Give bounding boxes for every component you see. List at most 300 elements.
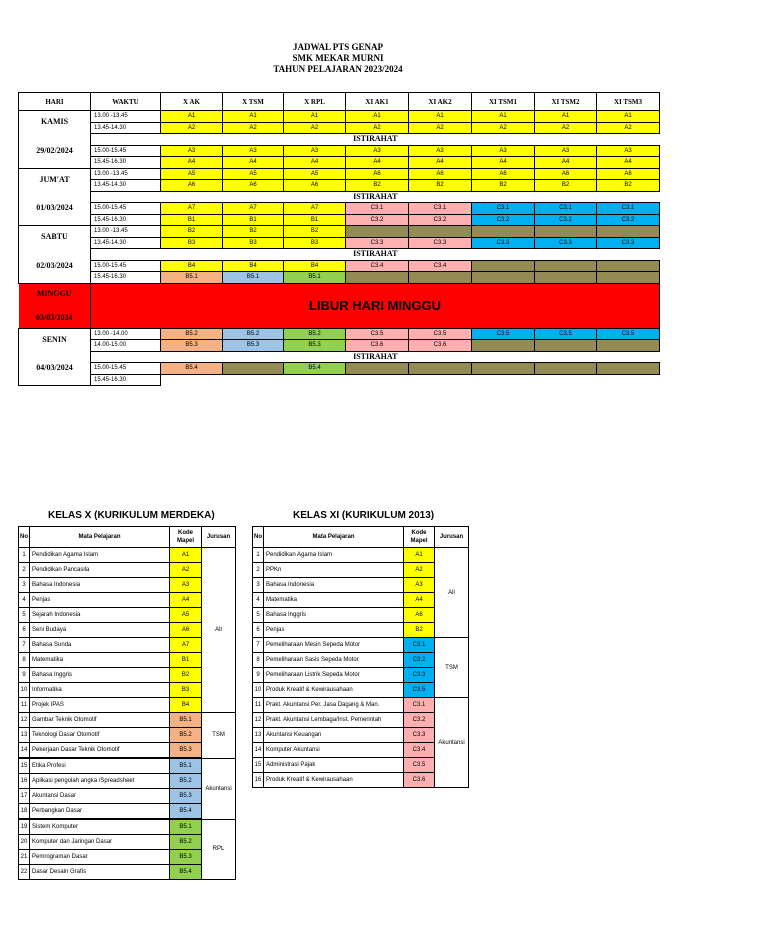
class-code-cell: A2 [161, 122, 223, 134]
time-cell: 15.00-15.45 [91, 203, 161, 215]
subject-name: Produk Kreatif & Kewirausahaan [264, 683, 404, 698]
subject-code: B5.3 [170, 743, 202, 759]
subject-name: Akuntansi Dasar [30, 789, 170, 804]
subject-no: 14 [253, 743, 264, 758]
subject-no: 10 [253, 683, 264, 698]
class-code-cell: A1 [284, 111, 346, 123]
subject-no: 22 [19, 865, 30, 880]
class-code-cell: C3.5 [472, 328, 535, 340]
class-code-cell: B4 [223, 260, 284, 272]
class-code-cell: C3.2 [346, 214, 409, 226]
class-code-cell: B2 [346, 180, 409, 192]
class-code-cell [535, 363, 597, 375]
doc-title-line2: SMK MEKAR MURNI [292, 53, 384, 63]
subject-code: B3 [170, 683, 202, 698]
class-code-cell: A4 [346, 157, 409, 169]
class-code-cell [472, 272, 535, 284]
class-code-cell: C3.3 [535, 237, 597, 249]
subject-name: Gambar Teknik Otomotif [30, 713, 170, 728]
schedule-row [19, 214, 660, 226]
class-code-cell: A4 [535, 157, 597, 169]
break-label: ISTIRAHAT [91, 351, 660, 363]
schedule-table [18, 92, 660, 386]
kxi-header-mapel: Mata Pelajaran [264, 527, 404, 548]
subject-name: Aplikasi pengolah angka /Spreadsheet [30, 774, 170, 789]
class-code-cell [409, 272, 472, 284]
schedule-row [19, 157, 660, 169]
col-header-xi-tsm3: XI TSM3 [597, 93, 660, 111]
class-code-cell: A6 [409, 168, 472, 180]
class-code-cell: A7 [161, 203, 223, 215]
break-row [19, 134, 660, 146]
subject-no: 9 [253, 668, 264, 683]
subject-code: A1 [404, 548, 435, 563]
class-code-cell: A2 [597, 122, 660, 134]
day-date: 04/03/2024 [19, 351, 91, 386]
minggu-name: MINGGU [36, 288, 72, 298]
kelas-x-table [18, 526, 236, 880]
subject-no: 6 [19, 623, 30, 638]
subject-no: 20 [19, 835, 30, 850]
subject-code: C3.3 [404, 668, 435, 683]
col-header-waktu: WAKTU [91, 93, 161, 111]
class-code-cell: B4 [161, 260, 223, 272]
class-code-cell: B5.3 [223, 340, 284, 352]
class-code-cell [223, 363, 284, 375]
subject-name: Matematika [30, 653, 170, 668]
class-code-cell: A5 [161, 168, 223, 180]
col-header-x-tsm: X TSM [223, 93, 284, 111]
class-code-cell: C3.5 [535, 328, 597, 340]
subject-code: B5.3 [170, 850, 202, 865]
class-code-cell: A2 [346, 122, 409, 134]
schedule-row [19, 180, 660, 192]
schedule-row [19, 237, 660, 249]
subject-code: B5.1 [170, 758, 202, 774]
subject-code: C3.2 [404, 713, 435, 728]
subject-name: Prakt. Akuntansi Lembaga/Inst. Pemerintah [264, 713, 404, 728]
jurusan-cell: RPL [202, 819, 236, 880]
subject-name: Pemrograman Dasar [30, 850, 170, 865]
class-code-cell: C3.1 [346, 203, 409, 215]
class-code-cell: B5.1 [284, 272, 346, 284]
break-label: ISTIRAHAT [91, 249, 660, 261]
class-code-cell: C3.4 [346, 260, 409, 272]
subject-name: Teknologi Dasar Otomotif [30, 728, 170, 743]
class-code-cell [472, 226, 535, 238]
class-code-cell: A2 [409, 122, 472, 134]
kelas-xi-table [252, 526, 469, 788]
subject-name: Komputer dan Jaringan Dasar [30, 835, 170, 850]
subject-name: Bahasa Indonesia [30, 578, 170, 593]
col-header-x-rpl: X RPL [284, 93, 346, 111]
class-code-cell: A6 [161, 180, 223, 192]
class-code-cell: A4 [284, 157, 346, 169]
day-date: 01/03/2024 [19, 191, 91, 226]
class-code-cell: B5.2 [223, 328, 284, 340]
class-code-cell: A6 [223, 180, 284, 192]
day-name: JUM'AT [19, 168, 91, 191]
class-code-cell: C3.3 [472, 237, 535, 249]
class-code-cell: A7 [284, 203, 346, 215]
subject-no: 3 [253, 578, 264, 593]
class-code-cell: A6 [472, 168, 535, 180]
subject-name: Dasar Desain Grafis [30, 865, 170, 880]
class-code-cell: B1 [223, 214, 284, 226]
subject-name: Seni Budaya [30, 623, 170, 638]
subject-name: Bahasa Inggris [30, 668, 170, 683]
class-code-cell: A1 [346, 111, 409, 123]
subject-row [19, 819, 236, 835]
class-code-cell: A3 [535, 145, 597, 157]
subject-no: 13 [253, 728, 264, 743]
jurusan-cell: Akuntansi [435, 698, 469, 788]
subject-no: 18 [19, 804, 30, 820]
kx-header-kode: Kode Mapel [170, 527, 202, 548]
time-cell: 15.00-15.45 [91, 260, 161, 272]
break-row [19, 351, 660, 363]
subject-name: Penjas [264, 623, 404, 638]
break-label: ISTIRAHAT [91, 191, 660, 203]
schedule-row [19, 260, 660, 272]
class-code-cell: C3.4 [409, 260, 472, 272]
schedule-row [19, 111, 660, 123]
subject-no: 4 [19, 593, 30, 608]
class-code-cell: B1 [161, 214, 223, 226]
kxi-header-no: No [253, 527, 264, 548]
subject-code: A4 [170, 593, 202, 608]
subject-row [253, 698, 469, 713]
class-code-cell [597, 226, 660, 238]
class-code-cell: A1 [223, 111, 284, 123]
class-code-cell [535, 226, 597, 238]
subject-name: Sejarah Indonesia [30, 608, 170, 623]
class-code-cell [409, 363, 472, 375]
subject-name: Pemeliharaan Sasis Sepeda Motor [264, 653, 404, 668]
subject-no: 5 [253, 608, 264, 623]
subject-name: Pemeliharaan Mesin Sepeda Motor [264, 638, 404, 653]
kelas-xi-title: KELAS XI (KURIKULUM 2013) [293, 510, 435, 521]
class-code-cell: A5 [284, 168, 346, 180]
subject-no: 11 [19, 698, 30, 713]
subject-code: A3 [404, 578, 435, 593]
subject-name: Produk Kreatif & Kewirausahaan [264, 773, 404, 788]
subject-no: 10 [19, 683, 30, 698]
subject-no: 13 [19, 728, 30, 743]
class-code-cell [409, 226, 472, 238]
kxi-header-kode: Kode Mapel [404, 527, 435, 548]
subject-row [19, 758, 236, 774]
schedule-row [19, 374, 660, 386]
subject-code: B5.2 [170, 835, 202, 850]
day-date: 29/02/2024 [19, 134, 91, 169]
subject-code: C3.1 [404, 698, 435, 713]
class-code-cell: A2 [535, 122, 597, 134]
jurusan-cell: Akuntansi [202, 758, 236, 819]
col-header-x-ak: X AK [161, 93, 223, 111]
class-code-cell: B2 [472, 180, 535, 192]
class-code-cell: A2 [284, 122, 346, 134]
time-cell: 15.45-16.30 [91, 157, 161, 169]
subject-row [19, 713, 236, 728]
subject-code: A2 [404, 563, 435, 578]
break-label: ISTIRAHAT [91, 134, 660, 146]
class-code-cell [472, 260, 535, 272]
kxi-header-jurusan: Jurusan [435, 527, 469, 548]
subject-no: 1 [253, 548, 264, 563]
class-code-cell: A3 [161, 145, 223, 157]
subject-name: Bahasa Inggris [264, 608, 404, 623]
break-row [19, 191, 660, 203]
class-code-cell: B2 [223, 226, 284, 238]
subject-row [253, 548, 469, 563]
subject-code: C3.1 [404, 638, 435, 653]
time-cell: 13.00 -13.45 [91, 111, 161, 123]
holiday-row [19, 283, 660, 328]
subject-code: C3.5 [404, 758, 435, 773]
class-code-cell: C3.2 [535, 214, 597, 226]
subject-no: 12 [19, 713, 30, 728]
doc-title-line1: JADWAL PTS GENAP [292, 42, 383, 52]
day-date: 02/03/2024 [19, 249, 91, 284]
class-code-cell: A3 [597, 145, 660, 157]
class-code-cell: A4 [597, 157, 660, 169]
time-cell: 13.00 -13.45 [91, 226, 161, 238]
class-code-cell: C3.3 [597, 237, 660, 249]
class-code-cell: B5.2 [161, 328, 223, 340]
subject-code: A5 [170, 608, 202, 623]
minggu-date: 03/03/2024 [36, 312, 73, 322]
subject-name: Informatika [30, 683, 170, 698]
subject-code: B1 [170, 653, 202, 668]
subject-no: 19 [19, 819, 30, 835]
class-code-cell: A1 [409, 111, 472, 123]
subject-name: Prakt. Akuntansi Per. Jasa Dagang & Man. [264, 698, 404, 713]
subject-code: C3.4 [404, 743, 435, 758]
class-code-cell: C3.2 [597, 214, 660, 226]
schedule-header-row [19, 93, 660, 111]
class-code-cell: B3 [161, 237, 223, 249]
subject-no: 7 [253, 638, 264, 653]
schedule-row [19, 226, 660, 238]
jurusan-cell: All [435, 548, 469, 638]
class-code-cell: B5.4 [161, 363, 223, 375]
day-name: SABTU [19, 226, 91, 249]
schedule-row [19, 168, 660, 180]
class-code-cell: A7 [223, 203, 284, 215]
subject-no: 12 [253, 713, 264, 728]
subject-no: 15 [19, 758, 30, 774]
class-code-cell [535, 272, 597, 284]
class-code-cell: B2 [409, 180, 472, 192]
class-code-cell: A2 [223, 122, 284, 134]
class-code-cell: B5.1 [223, 272, 284, 284]
time-cell: 15.45-16.30 [91, 272, 161, 284]
doc-title-line3: TAHUN PELAJARAN 2023/2024 [273, 64, 403, 74]
time-cell: 15.45-16.30 [91, 214, 161, 226]
jurusan-cell: TSM [435, 638, 469, 698]
subject-code: B5.2 [170, 728, 202, 743]
class-code-cell: A3 [409, 145, 472, 157]
day-name: SENIN [19, 328, 91, 351]
subject-code: B5.4 [170, 865, 202, 880]
break-row [19, 249, 660, 261]
class-code-cell: C3.6 [346, 340, 409, 352]
class-code-cell: C3.2 [472, 214, 535, 226]
class-code-cell: A6 [284, 180, 346, 192]
subject-code: B2 [404, 623, 435, 638]
class-code-cell: A4 [161, 157, 223, 169]
class-code-cell [597, 363, 660, 375]
class-code-cell: A6 [597, 168, 660, 180]
subject-name: Pemeliharaan Listrik Sepeda Motor [264, 668, 404, 683]
class-code-cell: C3.1 [472, 203, 535, 215]
time-cell: 13.45-14.30 [91, 122, 161, 134]
kx-header-no: No [19, 527, 30, 548]
schedule-row [19, 272, 660, 284]
subject-name: Perbangkan Dasar [30, 804, 170, 820]
subject-code: C3.6 [404, 773, 435, 788]
class-code-cell: B4 [284, 260, 346, 272]
kelas-x-title: KELAS X (KURIKULUM MERDEKA) [48, 510, 215, 521]
subject-no: 6 [253, 623, 264, 638]
schedule-row [19, 122, 660, 134]
class-code-cell: C3.2 [409, 214, 472, 226]
schedule-row [19, 145, 660, 157]
subject-no: 8 [19, 653, 30, 668]
time-cell: 13.45-14.30 [91, 180, 161, 192]
class-code-cell: C3.5 [409, 328, 472, 340]
subject-name: Projek IPAS [30, 698, 170, 713]
subject-code: C3.5 [404, 683, 435, 698]
subject-code: B2 [170, 668, 202, 683]
class-code-cell: A6 [346, 168, 409, 180]
subject-code: A2 [170, 563, 202, 578]
schedule-row [19, 203, 660, 215]
class-code-cell: C3.1 [597, 203, 660, 215]
subject-code: C3.2 [404, 653, 435, 668]
subject-row [253, 638, 469, 653]
class-code-cell [535, 340, 597, 352]
subject-name: Pekerjaan Dasar Teknik Otomotif [30, 743, 170, 759]
subject-name: Bahasa Sunda [30, 638, 170, 653]
kx-header-mapel: Mata Pelajaran [30, 527, 170, 548]
time-cell: 15.00-15.45 [91, 145, 161, 157]
subject-name: Penjas [30, 593, 170, 608]
time-cell: 15.00-15.45 [91, 363, 161, 375]
subject-code: A4 [404, 593, 435, 608]
subject-no: 5 [19, 608, 30, 623]
subject-no: 21 [19, 850, 30, 865]
subject-code: B5.1 [170, 713, 202, 728]
class-code-cell [535, 260, 597, 272]
class-code-cell: B1 [284, 214, 346, 226]
class-code-cell: C3.5 [597, 328, 660, 340]
subject-no: 16 [253, 773, 264, 788]
class-code-cell: A1 [161, 111, 223, 123]
jurusan-cell: All [202, 548, 236, 713]
col-header-xi-tsm1: XI TSM1 [472, 93, 535, 111]
class-code-cell: B5.1 [161, 272, 223, 284]
subject-no: 1 [19, 548, 30, 563]
kx-header-jurusan: Jurusan [202, 527, 236, 548]
class-code-cell: A3 [346, 145, 409, 157]
class-code-cell: B2 [535, 180, 597, 192]
subject-name: Bahasa Indonesia [264, 578, 404, 593]
subject-name: Pendidikan Agama Islam [264, 548, 404, 563]
subject-name: Etika Profesi [30, 758, 170, 774]
class-code-cell: B3 [284, 237, 346, 249]
subject-code: B4 [170, 698, 202, 713]
subject-name: Sistem Komputer [30, 819, 170, 835]
subject-name: Pendidikan Agama Islam [30, 548, 170, 563]
class-code-cell [472, 340, 535, 352]
class-code-cell: A4 [223, 157, 284, 169]
class-code-cell: C3.1 [535, 203, 597, 215]
subject-name: Matematika [264, 593, 404, 608]
day-name: KAMIS [19, 111, 91, 134]
subject-name: Pendidikan Pancasila [30, 563, 170, 578]
class-code-cell: A6 [535, 168, 597, 180]
time-cell: 14.00-15.00 [91, 340, 161, 352]
subject-code: A7 [170, 638, 202, 653]
time-cell: 13.00 -14.00 [91, 328, 161, 340]
schedule-row [19, 340, 660, 352]
subject-no: 4 [253, 593, 264, 608]
subject-no: 3 [19, 578, 30, 593]
subject-code: B5.1 [170, 819, 202, 835]
class-code-cell [597, 340, 660, 352]
class-code-cell: C3.6 [409, 340, 472, 352]
subject-name: PPKn [264, 563, 404, 578]
subject-code: B5.3 [170, 789, 202, 804]
class-code-cell [597, 272, 660, 284]
subject-no: 7 [19, 638, 30, 653]
col-header-hari: HARI [19, 93, 91, 111]
class-code-cell: A4 [409, 157, 472, 169]
col-header-xi-tsm2: XI TSM2 [535, 93, 597, 111]
subject-name: Akuntansi Keuangan [264, 728, 404, 743]
class-code-cell: A1 [597, 111, 660, 123]
holiday-banner: LIBUR HARI MINGGU [91, 283, 660, 328]
subject-no: 17 [19, 789, 30, 804]
class-code-cell [597, 260, 660, 272]
class-code-cell [472, 363, 535, 375]
subject-no: 2 [19, 563, 30, 578]
subject-code: B5.4 [170, 804, 202, 820]
time-cell: 13.45-14.30 [91, 237, 161, 249]
class-code-cell: C3.5 [346, 328, 409, 340]
class-code-cell: A1 [535, 111, 597, 123]
subject-no: 16 [19, 774, 30, 789]
subject-no: 9 [19, 668, 30, 683]
class-code-cell: C3.3 [409, 237, 472, 249]
subject-no: 11 [253, 698, 264, 713]
class-code-cell: B5.2 [284, 328, 346, 340]
time-cell: 15.45-16.30 [91, 374, 161, 386]
subject-no: 15 [253, 758, 264, 773]
class-code-cell: A3 [223, 145, 284, 157]
schedule-row [19, 363, 660, 375]
col-header-xi-ak2: XI AK2 [409, 93, 472, 111]
subject-no: 2 [253, 563, 264, 578]
class-code-cell: B5.3 [284, 340, 346, 352]
subject-name: Komputer Akuntansi [264, 743, 404, 758]
class-code-cell [346, 363, 409, 375]
time-cell: 13.00 -13.45 [91, 168, 161, 180]
class-code-cell: A4 [472, 157, 535, 169]
class-code-cell: A5 [223, 168, 284, 180]
